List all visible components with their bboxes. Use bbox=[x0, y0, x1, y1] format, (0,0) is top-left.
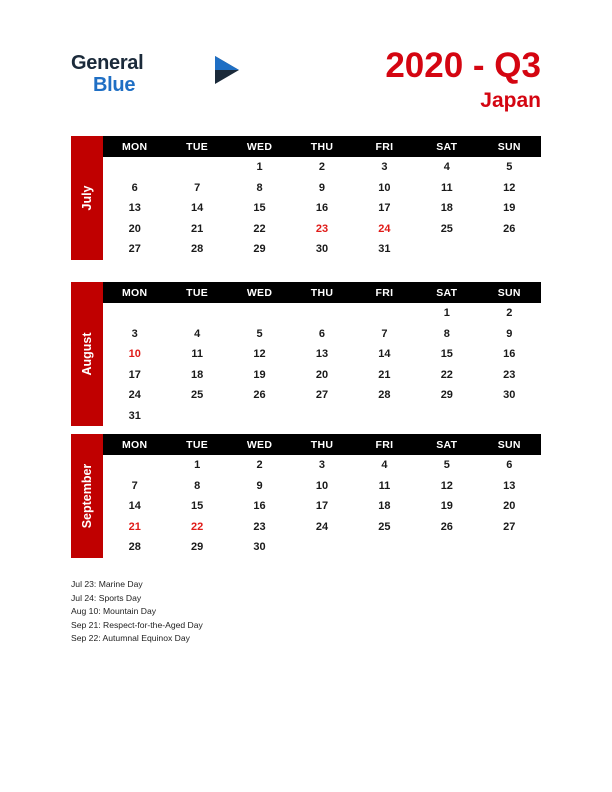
month-name: July bbox=[80, 185, 94, 211]
day-cell[interactable]: 14 bbox=[104, 496, 166, 517]
day-cell[interactable]: 17 bbox=[353, 198, 415, 219]
weekday-header-sat: SAT bbox=[416, 435, 478, 455]
weekday-header-tue: TUE bbox=[166, 283, 228, 303]
logo-text-general: General bbox=[71, 52, 144, 74]
day-cell[interactable]: 25 bbox=[416, 219, 478, 240]
day-cell[interactable]: 31 bbox=[104, 406, 166, 427]
weekday-header-sun: SUN bbox=[478, 137, 540, 157]
day-cell-empty bbox=[416, 239, 478, 260]
day-cell[interactable]: 23 bbox=[228, 517, 290, 538]
day-cell[interactable]: 24 bbox=[291, 517, 353, 538]
weekday-header-row bbox=[104, 283, 541, 303]
month-block-september bbox=[71, 434, 541, 558]
day-cell[interactable]: 15 bbox=[228, 198, 290, 219]
day-cell[interactable]: 30 bbox=[291, 239, 353, 260]
day-cell[interactable]: 23 bbox=[478, 365, 540, 386]
weekday-header-fri: FRI bbox=[353, 435, 415, 455]
day-cell[interactable]: 23 bbox=[291, 219, 353, 240]
day-cell-empty bbox=[104, 157, 166, 178]
holiday-list-item: Jul 23: Marine Day bbox=[71, 579, 143, 589]
weekday-header-wed: WED bbox=[228, 137, 290, 157]
week-row bbox=[104, 537, 541, 558]
week-row bbox=[104, 239, 541, 260]
day-cell-empty bbox=[291, 406, 353, 427]
week-row bbox=[104, 517, 541, 538]
weekday-header-sat: SAT bbox=[416, 137, 478, 157]
day-cell-empty bbox=[478, 239, 540, 260]
weekday-header-sat: SAT bbox=[416, 283, 478, 303]
day-cell[interactable]: 18 bbox=[416, 198, 478, 219]
day-cell-empty bbox=[416, 406, 478, 427]
calendar-table bbox=[103, 136, 541, 260]
day-cell[interactable]: 4 bbox=[353, 455, 415, 476]
day-cell[interactable]: 21 bbox=[104, 517, 166, 538]
day-cell[interactable]: 24 bbox=[104, 385, 166, 406]
weekday-header-sun: SUN bbox=[478, 435, 540, 455]
holiday-list-item: Sep 21: Respect-for-the-Aged Day bbox=[71, 619, 203, 630]
day-cell-empty bbox=[353, 303, 415, 324]
day-cell-empty bbox=[478, 406, 540, 427]
weekday-header-tue: TUE bbox=[166, 435, 228, 455]
logo-text-blue: Blue bbox=[93, 74, 136, 96]
day-cell[interactable]: 11 bbox=[416, 178, 478, 199]
day-cell[interactable]: 5 bbox=[416, 455, 478, 476]
month-block-august bbox=[71, 282, 541, 426]
day-cell-empty bbox=[166, 406, 228, 427]
day-cell[interactable]: 17 bbox=[104, 365, 166, 386]
day-cell[interactable]: 3 bbox=[104, 324, 166, 345]
day-cell-empty bbox=[416, 537, 478, 558]
week-row bbox=[104, 178, 541, 199]
day-cell-empty bbox=[166, 157, 228, 178]
calendar-table bbox=[103, 434, 541, 558]
day-cell[interactable]: 22 bbox=[166, 517, 228, 538]
day-cell[interactable]: 19 bbox=[416, 496, 478, 517]
day-cell[interactable]: 1 bbox=[166, 455, 228, 476]
day-cell-empty bbox=[228, 303, 290, 324]
day-cell[interactable]: 26 bbox=[228, 385, 290, 406]
day-cell[interactable]: 21 bbox=[166, 219, 228, 240]
day-cell[interactable]: 6 bbox=[291, 324, 353, 345]
day-cell[interactable]: 31 bbox=[353, 239, 415, 260]
day-cell[interactable]: 10 bbox=[353, 178, 415, 199]
holiday-list-item: Aug 10: Mountain Day bbox=[71, 606, 157, 617]
day-cell[interactable]: 18 bbox=[166, 365, 228, 386]
day-cell[interactable]: 21 bbox=[353, 365, 415, 386]
weekday-header-row bbox=[104, 435, 541, 455]
day-cell-empty bbox=[353, 537, 415, 558]
weekday-header-wed: WED bbox=[228, 283, 290, 303]
day-cell[interactable]: 28 bbox=[353, 385, 415, 406]
calendar-table bbox=[103, 282, 541, 426]
day-cell[interactable]: 7 bbox=[166, 178, 228, 199]
day-cell-empty bbox=[291, 303, 353, 324]
day-cell-empty bbox=[291, 537, 353, 558]
day-cell[interactable]: 4 bbox=[416, 157, 478, 178]
day-cell-empty bbox=[228, 406, 290, 427]
week-row bbox=[104, 496, 541, 517]
day-cell[interactable]: 5 bbox=[478, 157, 540, 178]
day-cell[interactable]: 26 bbox=[416, 517, 478, 538]
day-cell[interactable]: 28 bbox=[104, 537, 166, 558]
day-cell[interactable]: 17 bbox=[291, 496, 353, 517]
week-row bbox=[104, 385, 541, 406]
day-cell[interactable]: 16 bbox=[228, 496, 290, 517]
week-row bbox=[104, 324, 541, 345]
holiday-list-item: Jul 24: Sports Day bbox=[71, 592, 142, 603]
day-cell[interactable]: 8 bbox=[416, 324, 478, 345]
day-cell[interactable]: 13 bbox=[478, 476, 540, 497]
day-cell[interactable]: 28 bbox=[166, 239, 228, 260]
page-header bbox=[0, 40, 612, 120]
day-cell[interactable]: 20 bbox=[104, 219, 166, 240]
holiday-list-item: Sep 22: Autumnal Equinox Day bbox=[71, 633, 190, 644]
triangle-flag-icon bbox=[213, 54, 241, 84]
day-cell[interactable]: 20 bbox=[291, 365, 353, 386]
day-cell[interactable]: 2 bbox=[478, 303, 540, 324]
weekday-header-fri: FRI bbox=[353, 283, 415, 303]
page-title: 2020 - Q3 bbox=[385, 46, 541, 85]
weekday-header-wed: WED bbox=[228, 435, 290, 455]
day-cell-empty bbox=[166, 303, 228, 324]
day-cell[interactable]: 2 bbox=[228, 455, 290, 476]
day-cell[interactable]: 9 bbox=[291, 178, 353, 199]
day-cell[interactable]: 19 bbox=[228, 365, 290, 386]
weekday-header-fri: FRI bbox=[353, 137, 415, 157]
day-cell[interactable]: 30 bbox=[228, 537, 290, 558]
week-row bbox=[104, 476, 541, 497]
month-name: August bbox=[80, 332, 94, 376]
day-cell[interactable]: 8 bbox=[166, 476, 228, 497]
day-cell[interactable]: 6 bbox=[478, 455, 540, 476]
day-cell[interactable]: 10 bbox=[104, 344, 166, 365]
day-cell[interactable]: 16 bbox=[291, 198, 353, 219]
title-block bbox=[385, 46, 541, 114]
day-cell[interactable]: 7 bbox=[104, 476, 166, 497]
weekday-header-sun: SUN bbox=[478, 283, 540, 303]
day-cell[interactable]: 8 bbox=[228, 178, 290, 199]
day-cell[interactable]: 22 bbox=[228, 219, 290, 240]
day-cell[interactable]: 12 bbox=[228, 344, 290, 365]
day-cell[interactable]: 6 bbox=[104, 178, 166, 199]
month-grid-july bbox=[103, 136, 541, 260]
day-cell[interactable]: 4 bbox=[166, 324, 228, 345]
weekday-header-row bbox=[104, 137, 541, 157]
day-cell[interactable]: 1 bbox=[228, 157, 290, 178]
day-cell[interactable]: 9 bbox=[478, 324, 540, 345]
day-cell[interactable]: 27 bbox=[291, 385, 353, 406]
day-cell[interactable]: 13 bbox=[104, 198, 166, 219]
day-cell[interactable]: 20 bbox=[478, 496, 540, 517]
day-cell[interactable]: 5 bbox=[228, 324, 290, 345]
day-cell[interactable]: 11 bbox=[353, 476, 415, 497]
month-label-september bbox=[71, 434, 103, 558]
month-name: September bbox=[80, 463, 94, 529]
weekday-header-mon: MON bbox=[104, 137, 166, 157]
day-cell[interactable]: 9 bbox=[228, 476, 290, 497]
weekday-header-tue: TUE bbox=[166, 137, 228, 157]
month-label-august bbox=[71, 282, 103, 426]
holiday-list bbox=[71, 578, 541, 646]
weekday-header-thu: THU bbox=[291, 137, 353, 157]
day-cell[interactable]: 2 bbox=[291, 157, 353, 178]
weekday-header-mon: MON bbox=[104, 435, 166, 455]
day-cell[interactable]: 12 bbox=[478, 178, 540, 199]
day-cell[interactable]: 13 bbox=[291, 344, 353, 365]
week-row bbox=[104, 303, 541, 324]
weekday-header-thu: THU bbox=[291, 435, 353, 455]
week-row bbox=[104, 344, 541, 365]
day-cell[interactable]: 14 bbox=[353, 344, 415, 365]
weekday-header-thu: THU bbox=[291, 283, 353, 303]
month-grid-september bbox=[103, 434, 541, 558]
week-row bbox=[104, 198, 541, 219]
day-cell-empty bbox=[353, 406, 415, 427]
day-cell[interactable]: 15 bbox=[166, 496, 228, 517]
month-block-july bbox=[71, 136, 541, 260]
day-cell-empty bbox=[104, 455, 166, 476]
day-cell[interactable]: 10 bbox=[291, 476, 353, 497]
day-cell[interactable]: 12 bbox=[416, 476, 478, 497]
week-row bbox=[104, 406, 541, 427]
week-row bbox=[104, 455, 541, 476]
day-cell-empty bbox=[104, 303, 166, 324]
day-cell[interactable]: 24 bbox=[353, 219, 415, 240]
day-cell[interactable]: 1 bbox=[416, 303, 478, 324]
week-row bbox=[104, 157, 541, 178]
month-grid-august bbox=[103, 282, 541, 426]
weekday-header-mon: MON bbox=[104, 283, 166, 303]
day-cell[interactable]: 29 bbox=[416, 385, 478, 406]
day-cell[interactable]: 19 bbox=[478, 198, 540, 219]
day-cell[interactable]: 29 bbox=[166, 537, 228, 558]
week-row bbox=[104, 219, 541, 240]
day-cell[interactable]: 3 bbox=[353, 157, 415, 178]
country-subtitle: Japan bbox=[480, 89, 541, 112]
day-cell[interactable]: 26 bbox=[478, 219, 540, 240]
day-cell[interactable]: 11 bbox=[166, 344, 228, 365]
day-cell[interactable]: 25 bbox=[353, 517, 415, 538]
logo[interactable] bbox=[71, 52, 251, 108]
day-cell[interactable]: 30 bbox=[478, 385, 540, 406]
day-cell[interactable]: 18 bbox=[353, 496, 415, 517]
day-cell[interactable]: 25 bbox=[166, 385, 228, 406]
day-cell[interactable]: 29 bbox=[228, 239, 290, 260]
day-cell[interactable]: 3 bbox=[291, 455, 353, 476]
day-cell[interactable]: 27 bbox=[478, 517, 540, 538]
day-cell[interactable]: 16 bbox=[478, 344, 540, 365]
day-cell[interactable]: 14 bbox=[166, 198, 228, 219]
month-label-july bbox=[71, 136, 103, 260]
day-cell[interactable]: 27 bbox=[104, 239, 166, 260]
day-cell[interactable]: 15 bbox=[416, 344, 478, 365]
day-cell-empty bbox=[478, 537, 540, 558]
day-cell[interactable]: 22 bbox=[416, 365, 478, 386]
week-row bbox=[104, 365, 541, 386]
day-cell[interactable]: 7 bbox=[353, 324, 415, 345]
